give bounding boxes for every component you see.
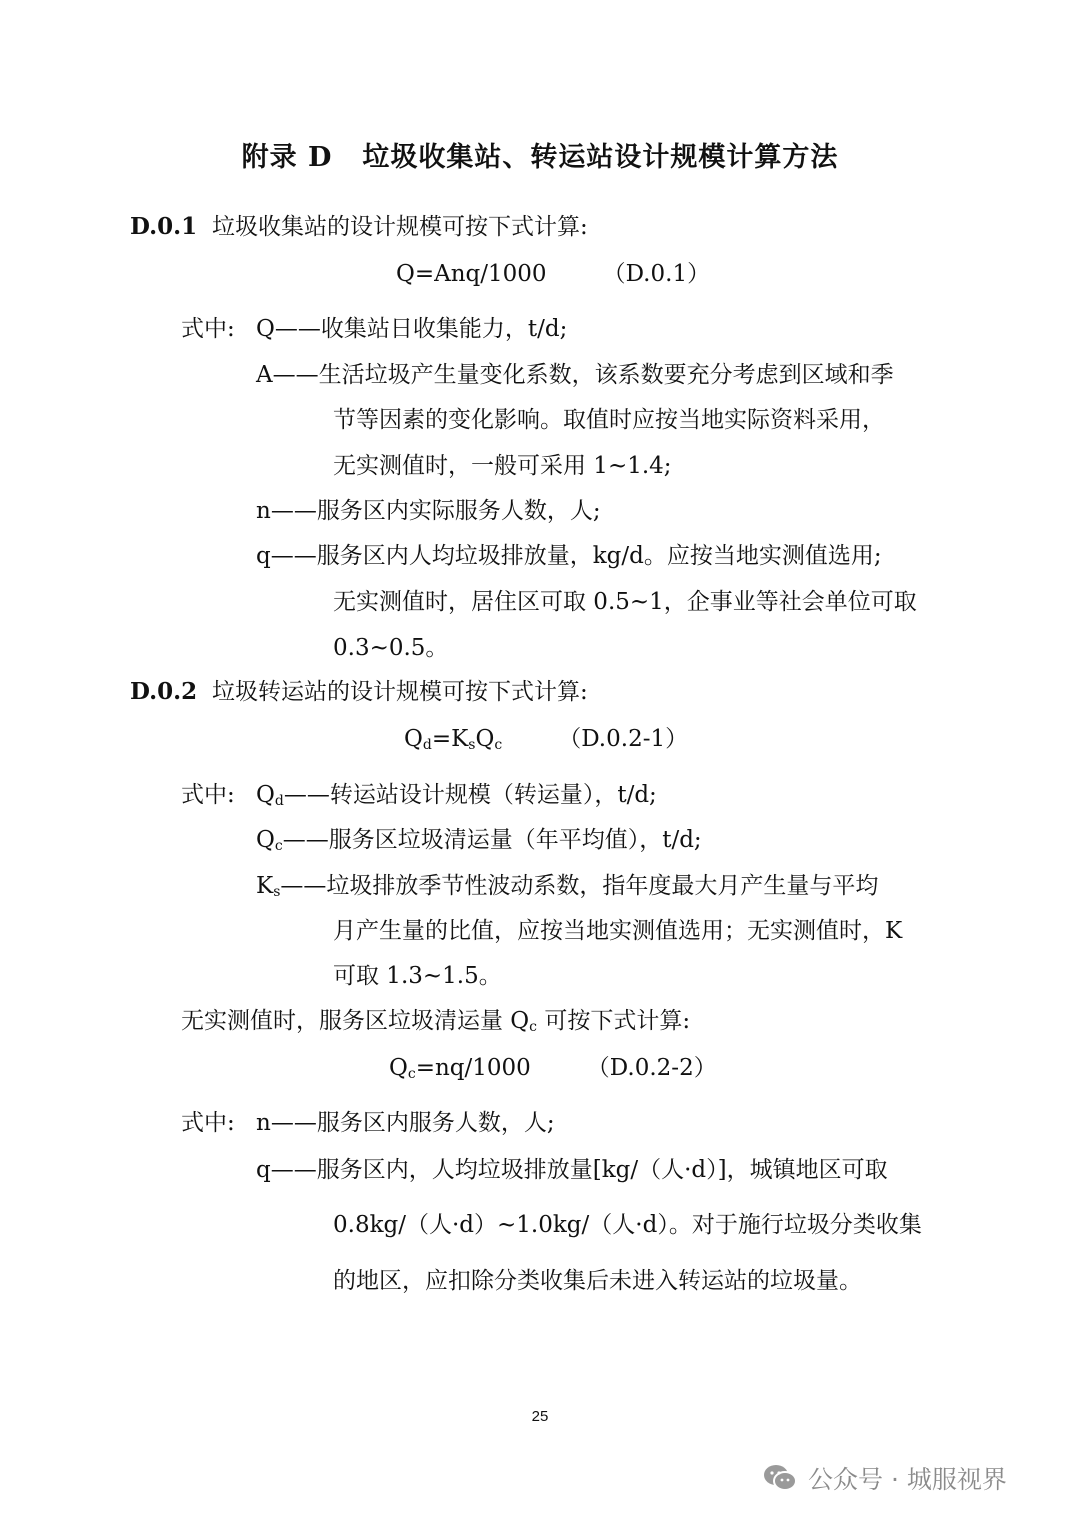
watermark-text: 公众号 · 城服视界 [808,1465,1007,1494]
section-d02-heading [130,677,588,707]
where-prefix: 式中: [181,316,235,342]
formula-symbol: Q [389,1055,408,1081]
var-symbol: Q [256,827,275,853]
var-q-per-capita-line: 0.3~0.5。 [333,635,449,661]
formula-symbol: =K [431,726,469,752]
appendix-title: 垃圾收集站、转运站设计规模计算方法 [362,142,839,173]
var-q-line: 的地区，应扣除分类收集后未进入转运站的垃圾量。 [333,1268,862,1294]
where-prefix: 式中: [181,1110,235,1136]
equation-number: （D.0.1） [602,261,711,287]
var-a-line: 无实测值时，一般可采用 1~1.4; [333,453,672,479]
var-q-per-capita-line: q——服务区内人均垃圾排放量，kg/d。应按当地实测值选用; [256,543,882,569]
var-qc-line [256,825,702,855]
note-text: 无实测值时，服务区垃圾清运量 Q [181,1008,530,1034]
section-number: D.0.1 [130,213,198,240]
appendix-label: 附录 D [241,142,333,173]
wechat-icon [762,1463,798,1493]
var-subscript: s [273,884,281,900]
formula-text: Q=Anq/1000 [396,261,547,287]
formula-subscript: d [422,737,432,753]
equation-number: （D.0.2-1） [558,726,689,752]
var-symbol: K [256,873,274,899]
note-text: 可按下式计算: [537,1008,691,1034]
formula-symbol: Q [475,726,495,752]
var-a-line: 节等因素的变化影响。取值时应按当地实际资料采用， [333,407,885,433]
equation-number: （D.0.2-2） [586,1055,717,1081]
var-n-line: n——服务区内实际服务人数，人; [256,498,601,524]
var-subscript: c [274,838,283,854]
section-d01-heading [130,212,588,242]
var-description: ——转运站设计规模（转运量），t/d; [283,782,657,808]
var-ks-line: 可取 1.3~1.5。 [333,963,502,989]
var-subscript: d [274,793,284,809]
var-ks-line [256,871,878,901]
formula-subscript: s [468,737,476,753]
section-intro: 垃圾收集站的设计规模可按下式计算: [212,214,588,240]
var-q-line: Q——收集站日收集能力，t/d; [256,316,568,342]
page-number: 25 [531,1408,549,1425]
var-qd-line [256,780,657,810]
section-intro: 垃圾转运站的设计规模可按下式计算: [212,679,588,705]
formula-d01 [396,259,710,289]
var-a-line: A——生活垃圾产生量变化系数，该系数要充分考虑到区域和季 [256,362,894,388]
var-description: ——服务区垃圾清运量（年平均值），t/d; [282,827,702,853]
formula-d021 [404,724,688,754]
page-title [0,140,1080,176]
var-q-per-capita-line: 无实测值时，居住区可取 0.5~1，企事业等社会单位可取 [333,589,917,615]
no-measurement-note [181,1006,690,1036]
var-symbol: Q [256,782,275,808]
note-subscript: c [529,1019,538,1035]
watermark [762,1458,1007,1498]
formula-d022 [389,1053,717,1083]
var-q-line: q——服务区内，人均垃圾排放量[kg/（人·d）]，城镇地区可取 [256,1157,888,1183]
var-q-line: 0.8kg/（人·d）~1.0kg/（人·d）。对于施行垃圾分类收集 [333,1212,922,1238]
formula-subscript: c [494,737,503,753]
formula-symbol: Q [404,726,423,752]
section-number: D.0.2 [130,678,198,705]
formula-subscript: c [407,1066,416,1082]
formula-text: =nq/1000 [415,1055,531,1081]
var-n-line: n——服务区内服务人数，人; [256,1110,555,1136]
var-description: ——垃圾排放季节性波动系数，指年度最大月产生量与平均 [280,873,879,899]
var-ks-line: 月产生量的比值，应按当地实测值选用；无实测值时，K [333,918,903,944]
where-prefix: 式中: [181,782,235,808]
